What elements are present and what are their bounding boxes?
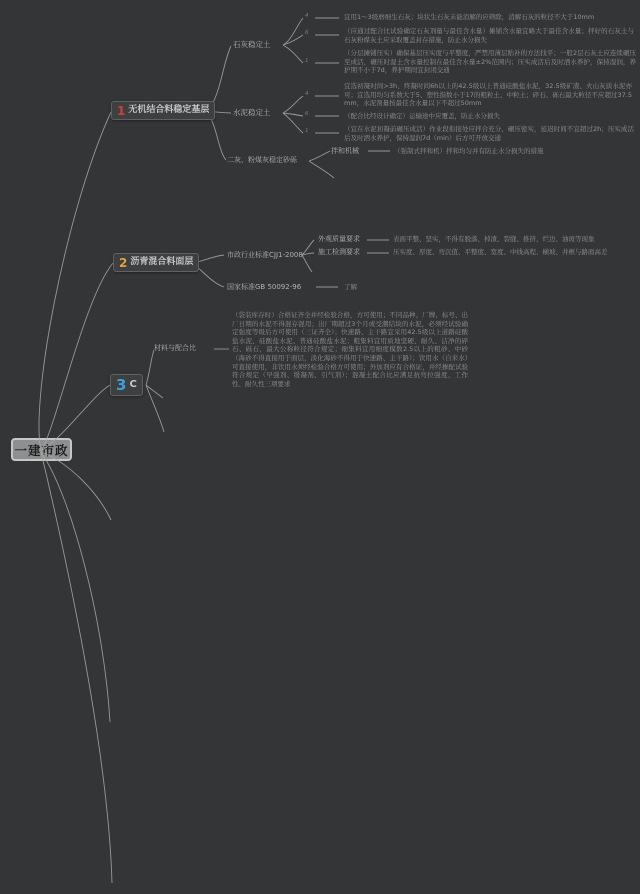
subtopic-lime-flyash[interactable]: 二灰、粉煤灰稳定砂砾 (227, 156, 297, 164)
subtopic-cement-stabilized-soil[interactable]: 水泥稳定土 (233, 108, 271, 117)
edge-root-collapsed-1 (41, 452, 111, 520)
branch-label: 无机结合料稳定基层 (128, 105, 210, 115)
edge-root-collapsed-3 (41, 452, 112, 883)
item-marker: 6 (305, 111, 309, 117)
branch-label: 沥青混合料面层 (130, 257, 194, 267)
edge-cement-item3 (283, 113, 303, 133)
appearance-quality-text[interactable]: 表面平整、坚实，不得有脱落、掉渣、裂缝、推挤、烂边、油斑等现象 (393, 235, 595, 243)
item-marker: 4 (305, 13, 309, 19)
edge-lime-item3 (283, 45, 303, 63)
construction-test-text[interactable]: 压实度、厚度、弯沉值、平整度、宽度、中线高程、横坡、井框与路面高差 (393, 248, 608, 256)
item-marker: 1 (305, 128, 309, 134)
edge-b3-collapsed-1 (146, 385, 163, 398)
gb-note-text[interactable]: 了解 (344, 283, 357, 291)
edge-cjj-collapsed (302, 255, 312, 272)
lime-item-1[interactable]: 宜用1～3级磨细生石灰；块状生石灰未能消解的应筛除，消解石灰的粒径不大于10mm (344, 13, 595, 21)
edge-erhui-collapsed (309, 161, 334, 178)
lime-item-2[interactable]: （应通过配合比试验确定石灰剂量与最佳含水量）摊铺含水量宜略大于最佳含水量；拌好的石灰土与石灰粉煤灰土应采取覆盖封存措施，防止水分损失 (344, 27, 634, 44)
subtopic-lime-stabilized-soil[interactable]: 石灰稳定土 (233, 40, 271, 49)
root-topic[interactable] (11, 438, 72, 461)
mixer-machine-label[interactable]: 拌和机械 (331, 147, 359, 155)
edge-root-collapsed-2 (41, 452, 110, 722)
branch-topic-2[interactable] (113, 253, 199, 272)
edge-lime-item1 (283, 18, 303, 45)
material-mix-ratio-text[interactable]: （袋装库存时）合格证齐全并经检验合格，方可使用；不同品种、厂牌、标号、出厂日期的水泥不得混存混用；出厂期超过3个月或受潮结块的水泥，必须经试验确定强度等级后方可使用（三证齐全）；快速路、主干路宜采用42.5级以上道路硅酸盐水泥、硅酸盐水泥、普通硅酸盐水泥；粗集料宜用质地坚硬、耐久、洁净的碎石、砾石，最大公称粒径符合规定；细集料宜用细度模数2.5以上的粗砂、中砂（海砂不得直接用于面层，淡化海砂不得用于快速路、主干路）；饮用水（自来水）可直接使用，非饮用水须经检验合格方可使用；外加剂应有合格证，并经掺配试验符合规定（早强剂、缓凝剂、引气剂）；混凝土配合比应满足抗弯拉强度、工作性、耐久性三项要求 (232, 311, 468, 388)
material-mix-ratio-label[interactable]: 材料与配合比 (154, 344, 196, 352)
subtopic-standard-gb[interactable]: 国家标准GB 50092-96 (227, 283, 302, 291)
edge-cement-item1 (283, 96, 303, 113)
item-marker: 4 (305, 91, 309, 97)
edge-b3-collapsed-2 (146, 385, 164, 432)
cement-item-2[interactable]: （配合比经设计确定）运输途中应覆盖，防止水分损失 (344, 112, 500, 120)
item-marker: 1 (305, 58, 309, 64)
edge-root-branch2 (41, 263, 113, 451)
edge-b3-material (146, 350, 154, 385)
mixer-machine-text[interactable]: （强制式拌和机）拌和均匀并有防止水分损失的措施 (394, 147, 544, 155)
branch-topic-1[interactable] (111, 101, 215, 120)
edge-erhui-banhe (309, 151, 330, 161)
edge-cjj-waiguan (302, 240, 314, 255)
edge-cjj-shigong (302, 253, 314, 255)
cement-item-1[interactable]: 宜选初凝时间>3h、终凝时间6h以上的42.5级以上普通硅酸盐水泥，32.5级矿渣、火山灰质水泥亦可；宜选用均匀系数大于5、塑性指数小于17的粗粒土、中粒土；碎石、砾石最大粒径不应超过37.5mm，水泥剂量按最佳含水量以下不超过50mm (344, 82, 632, 108)
branch-number: 1 (117, 103, 126, 118)
branch-number: 2 (119, 255, 128, 270)
edge-cement-item2 (283, 113, 303, 116)
edge-lime-item2 (283, 35, 303, 45)
construction-test-label[interactable]: 施工检测要求 (318, 248, 360, 256)
item-marker: 6 (305, 30, 309, 36)
branch-topic-3[interactable] (110, 374, 143, 396)
cement-item-3[interactable]: （宜在水泥初凝前碾压成活）作业段衔接处应拌合充分、碾压密实，延迟时间不宜超过2h；压实成活后及时洒水养护，保持湿润7d（min）后方可开放交通 (344, 125, 634, 142)
root-topic-label: 一建市政 (14, 442, 69, 458)
appearance-quality-label[interactable]: 外观质量要求 (318, 235, 360, 243)
edge-root-branch1 (39, 112, 111, 451)
branch-label: C (129, 379, 137, 390)
branch-number: 3 (116, 375, 127, 394)
lime-item-3[interactable]: （分层摊铺压实）确保基层压实度与平整度，严禁用薄层贴补的方法找平；一般2层石灰土应连续碾压至成活，碾压时湿土含水量控制在最佳含水量±2%范围内；压实成活后及时洒水养护，保持湿润，养护期不小于7d，养护期间宜封闭交通 (344, 49, 636, 75)
subtopic-standard-cjj[interactable]: 市政行业标准CJJ1-2008 (227, 251, 303, 259)
